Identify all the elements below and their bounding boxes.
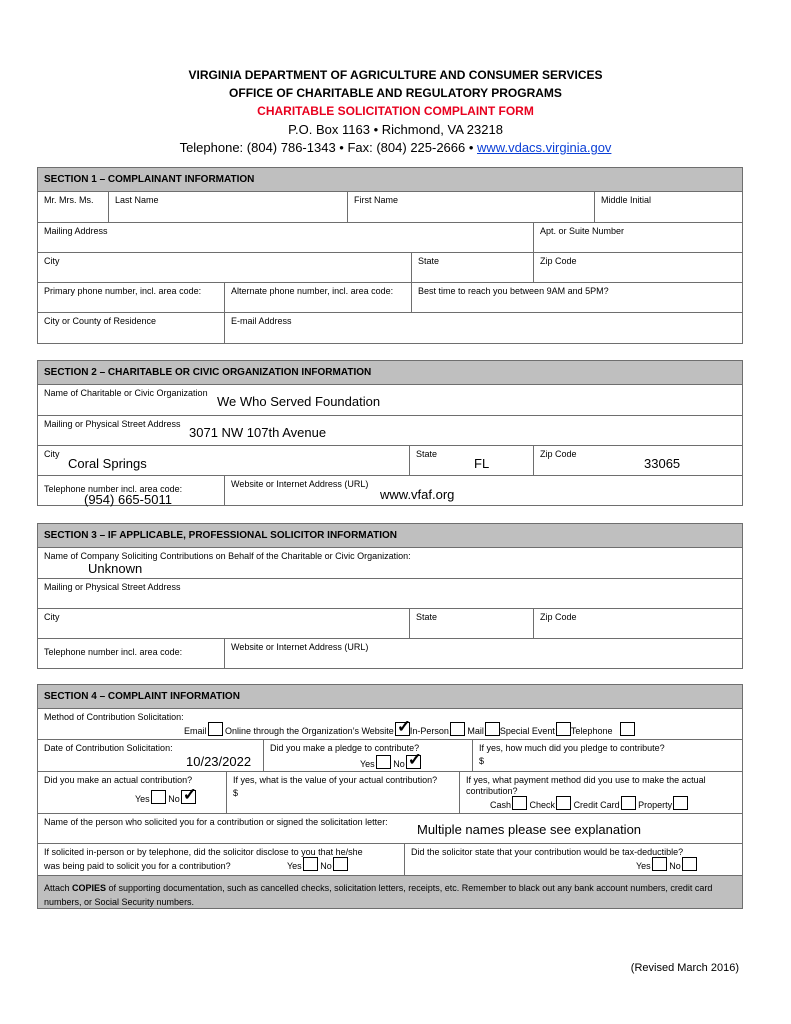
best-time-label: Best time to reach you between 9AM and 5PM? (418, 286, 609, 296)
salutation-label: Mr. Mrs. Ms. (44, 195, 94, 205)
first-name-field[interactable] (347, 192, 594, 222)
paid-disclosure-field (38, 844, 404, 875)
actual-value-field[interactable] (226, 772, 459, 813)
primary-phone-field[interactable] (38, 283, 224, 312)
pay-check-checkbox[interactable] (556, 796, 571, 810)
solicitor-person-field[interactable] (38, 814, 742, 843)
form-header (0, 66, 791, 157)
method-event-label: Special Event (499, 726, 555, 736)
complainant-zip-label: Zip Code (540, 256, 577, 266)
paid-disclosure-label-line1: If solicited in-person or by telephone, did the solicitor disclose to you that he/she (44, 847, 363, 857)
method-options (184, 717, 635, 736)
contact-line (0, 139, 791, 157)
phone-fax: Telephone: (804) 786-1343 • Fax: (804) 225-2666 • (179, 140, 478, 155)
solicitor-zip-label: Zip Code (540, 612, 577, 622)
section-1-complainant (37, 167, 743, 344)
method-inperson-label: In-Person (409, 726, 449, 736)
disclosure-no-checkbox[interactable] (333, 857, 348, 871)
pay-card-label: Credit Card (573, 800, 620, 810)
check-icon: ✓ (396, 717, 412, 736)
org-website-label: Website or Internet Address (URL) (231, 479, 369, 489)
method-email-checkbox[interactable] (208, 722, 223, 736)
pledge-no-checkbox[interactable] (406, 750, 422, 769)
org-city-label: City (44, 449, 60, 459)
actual-no-label: No (168, 794, 180, 804)
complainant-state-field[interactable] (411, 253, 533, 282)
county-label: City or County of Residence (44, 316, 157, 326)
pay-check-label: Check (529, 800, 556, 810)
section-1-title: SECTION 1 – COMPLAINANT INFORMATION (38, 168, 742, 192)
tax-no-label: No (669, 861, 681, 871)
org-state-label: State (416, 449, 438, 459)
tax-yes-checkbox[interactable] (652, 857, 667, 871)
section-2-title: SECTION 2 – CHARITABLE OR CIVIC ORGANIZATION INFORMATION (38, 361, 742, 385)
org-name-value: We Who Served Foundation (217, 394, 381, 409)
org-zip-field[interactable] (533, 446, 742, 475)
pledge-yes-checkbox[interactable] (376, 755, 391, 769)
payment-options (490, 796, 688, 810)
form-title: CHARITABLE SOLICITATION COMPLAINT FORM (257, 104, 534, 118)
tax-deductible-field (404, 844, 742, 875)
complainant-city-field[interactable] (38, 253, 411, 282)
solicitor-company-value: Unknown (88, 561, 143, 576)
pledge-label: Did you make a pledge to contribute? (270, 743, 420, 753)
pledge-field (263, 740, 472, 771)
pledge-options (360, 750, 422, 769)
tax-no-checkbox[interactable] (682, 857, 697, 871)
tax-yes-label: Yes (636, 861, 651, 871)
salutation-field[interactable] (38, 192, 108, 222)
solicitor-address-label: Mailing or Physical Street Address (44, 582, 181, 592)
org-zip-value: 33065 (644, 456, 681, 471)
solicitor-zip-field[interactable] (533, 609, 742, 638)
middle-initial-label: Middle Initial (601, 195, 652, 205)
agency-name: VIRGINIA DEPARTMENT OF AGRICULTURE AND CONSUMER SERVICES (188, 68, 603, 82)
date-label: Date of Contribution Solicitation: (44, 743, 173, 753)
org-state-value: FL (474, 456, 490, 471)
org-phone-field[interactable] (38, 476, 224, 505)
alternate-phone-field[interactable] (224, 283, 411, 312)
middle-initial-field[interactable] (594, 192, 742, 222)
org-zip-label: Zip Code (540, 449, 577, 459)
method-event-checkbox[interactable] (556, 722, 571, 736)
revision-date: (Revised March 2016) (630, 962, 739, 974)
method-online-checkbox[interactable] (395, 717, 412, 736)
complainant-city-label: City (44, 256, 60, 266)
attach-instructions: of supporting documentation, such as cancelled checks, solicitation letters, receipts, etc. Remember to black out any bank account numbers, credit card numbers, or Social Security numbers. (44, 883, 713, 907)
pledge-no-label: No (393, 759, 405, 769)
attach-prefix: Attach (44, 883, 73, 893)
solicitor-person-label: Name of the person who solicited you for a contribution or signed the solicitation letter: (44, 817, 388, 827)
pay-card-checkbox[interactable] (621, 796, 636, 810)
disclosure-no-label: No (320, 861, 332, 871)
actual-contribution-label: Did you make an actual contribution? (44, 775, 193, 785)
org-name-label: Name of Charitable or Civic Organization (44, 388, 208, 398)
method-row (38, 709, 742, 739)
office-name: OFFICE OF CHARITABLE AND REGULATORY PROGRAMS (229, 86, 562, 100)
payment-method-field (459, 772, 742, 813)
solicitor-website-label: Website or Internet Address (URL) (231, 642, 369, 652)
actual-value-label: If yes, what is the value of your actual contribution? (233, 775, 438, 785)
apt-suite-field[interactable] (533, 223, 742, 252)
solicitor-website-field[interactable] (224, 639, 742, 668)
complainant-zip-field[interactable] (533, 253, 742, 282)
pledge-yes-label: Yes (360, 759, 375, 769)
pay-property-checkbox[interactable] (673, 796, 688, 810)
method-field (38, 709, 742, 739)
solicitor-address-field[interactable] (38, 579, 742, 608)
best-time-field[interactable] (411, 283, 742, 312)
solicitor-phone-label: Telephone number incl. area code: (44, 647, 183, 657)
org-address-field[interactable] (38, 416, 742, 445)
email-field[interactable] (224, 313, 742, 343)
solicitor-state-label: State (416, 612, 438, 622)
method-online-label: Online through the Organization’s Website (225, 726, 394, 736)
solicitor-city-label: City (44, 612, 60, 622)
org-name-field[interactable] (38, 385, 742, 415)
org-website-field[interactable] (224, 476, 742, 505)
org-phone-value: (954) 665-5011 (84, 492, 172, 507)
check-icon: ✓ (182, 785, 197, 804)
actual-no-checkbox[interactable] (181, 785, 197, 804)
complainant-address-label: Mailing Address (44, 226, 108, 236)
last-name-label: Last Name (115, 195, 159, 205)
email-label: E-mail Address (231, 316, 292, 326)
solicitor-city-field[interactable] (38, 609, 409, 638)
last-name-field[interactable] (108, 192, 347, 222)
method-mail-label: Mail (467, 726, 484, 736)
agency-website-link[interactable]: www.vdacs.virginia.gov (477, 140, 612, 155)
first-name-label: First Name (354, 195, 399, 205)
section-4-title: SECTION 4 – COMPLAINT INFORMATION (38, 685, 742, 709)
section-2-organization (37, 360, 743, 506)
solicitor-person-value: Multiple names please see explanation (417, 822, 642, 837)
disclosure-yes-label: Yes (287, 861, 302, 871)
pay-property-label: Property (638, 800, 673, 810)
org-phone-label: Telephone number incl. area code: (44, 484, 183, 494)
payment-method-label: If yes, what payment method did you use to make the actual contribution? (466, 775, 706, 796)
actual-yes-checkbox[interactable] (151, 790, 166, 804)
alternate-phone-label: Alternate phone number, incl. area code: (231, 286, 394, 296)
date-field[interactable] (38, 740, 263, 771)
actual-options (135, 785, 197, 804)
pledge-dollar-sign: $ (479, 756, 485, 766)
disclosure-options (287, 857, 348, 871)
method-mail-checkbox[interactable] (485, 722, 500, 736)
org-address-value: 3071 NW 107th Avenue (189, 425, 327, 440)
actual-contribution-field (38, 772, 226, 813)
solicitor-phone-field[interactable] (38, 639, 224, 668)
org-state-field[interactable] (409, 446, 533, 475)
complainant-state-label: State (418, 256, 440, 266)
solicitor-company-label: Name of Company Soliciting Contributions on Behalf of the Charitable or Civic Organization: (44, 551, 411, 561)
method-email-label: Email (184, 726, 207, 736)
solicitor-company-field[interactable] (38, 548, 742, 578)
solicitor-state-field[interactable] (409, 609, 533, 638)
date-value: 10/23/2022 (186, 754, 252, 769)
check-icon: ✓ (407, 750, 422, 769)
attach-note (38, 876, 742, 908)
org-address-label: Mailing or Physical Street Address (44, 419, 181, 429)
actual-yes-label: Yes (135, 794, 150, 804)
org-city-value: Coral Springs (68, 456, 147, 471)
pay-cash-label: Cash (490, 800, 512, 810)
primary-phone-label: Primary phone number, incl. area code: (44, 286, 202, 296)
attach-copies-emphasis: COPIES (72, 883, 107, 893)
mailing-address: P.O. Box 1163 • Richmond, VA 23218 (288, 122, 503, 137)
complainant-address-field[interactable] (38, 223, 533, 252)
method-label: Method of Contribution Solicitation: (44, 712, 184, 722)
org-website-value: www.vfaf.org (380, 487, 455, 502)
section-3-solicitor (37, 523, 743, 669)
pledge-amount-label: If yes, how much did you pledge to contribute? (479, 743, 665, 753)
county-field[interactable] (38, 313, 224, 343)
org-city-field[interactable] (38, 446, 409, 475)
actual-dollar-sign: $ (233, 788, 239, 798)
pay-cash-checkbox[interactable] (512, 796, 527, 810)
section-4-complaint (37, 684, 743, 909)
method-phone-label: Telephone (570, 726, 613, 736)
pledge-amount-field[interactable] (472, 740, 742, 771)
disclosure-yes-checkbox[interactable] (303, 857, 318, 871)
tax-deductible-label: Did the solicitor state that your contribution would be tax-deductible? (411, 847, 684, 857)
tax-options (636, 857, 697, 871)
method-phone-checkbox[interactable] (620, 722, 635, 736)
section-3-title: SECTION 3 – IF APPLICABLE, PROFESSIONAL SOLICITOR INFORMATION (38, 524, 742, 548)
method-inperson-checkbox[interactable] (450, 722, 465, 736)
apt-suite-label: Apt. or Suite Number (540, 226, 625, 236)
paid-disclosure-label-line2: was being paid to solicit you for a contribution? (44, 861, 231, 871)
